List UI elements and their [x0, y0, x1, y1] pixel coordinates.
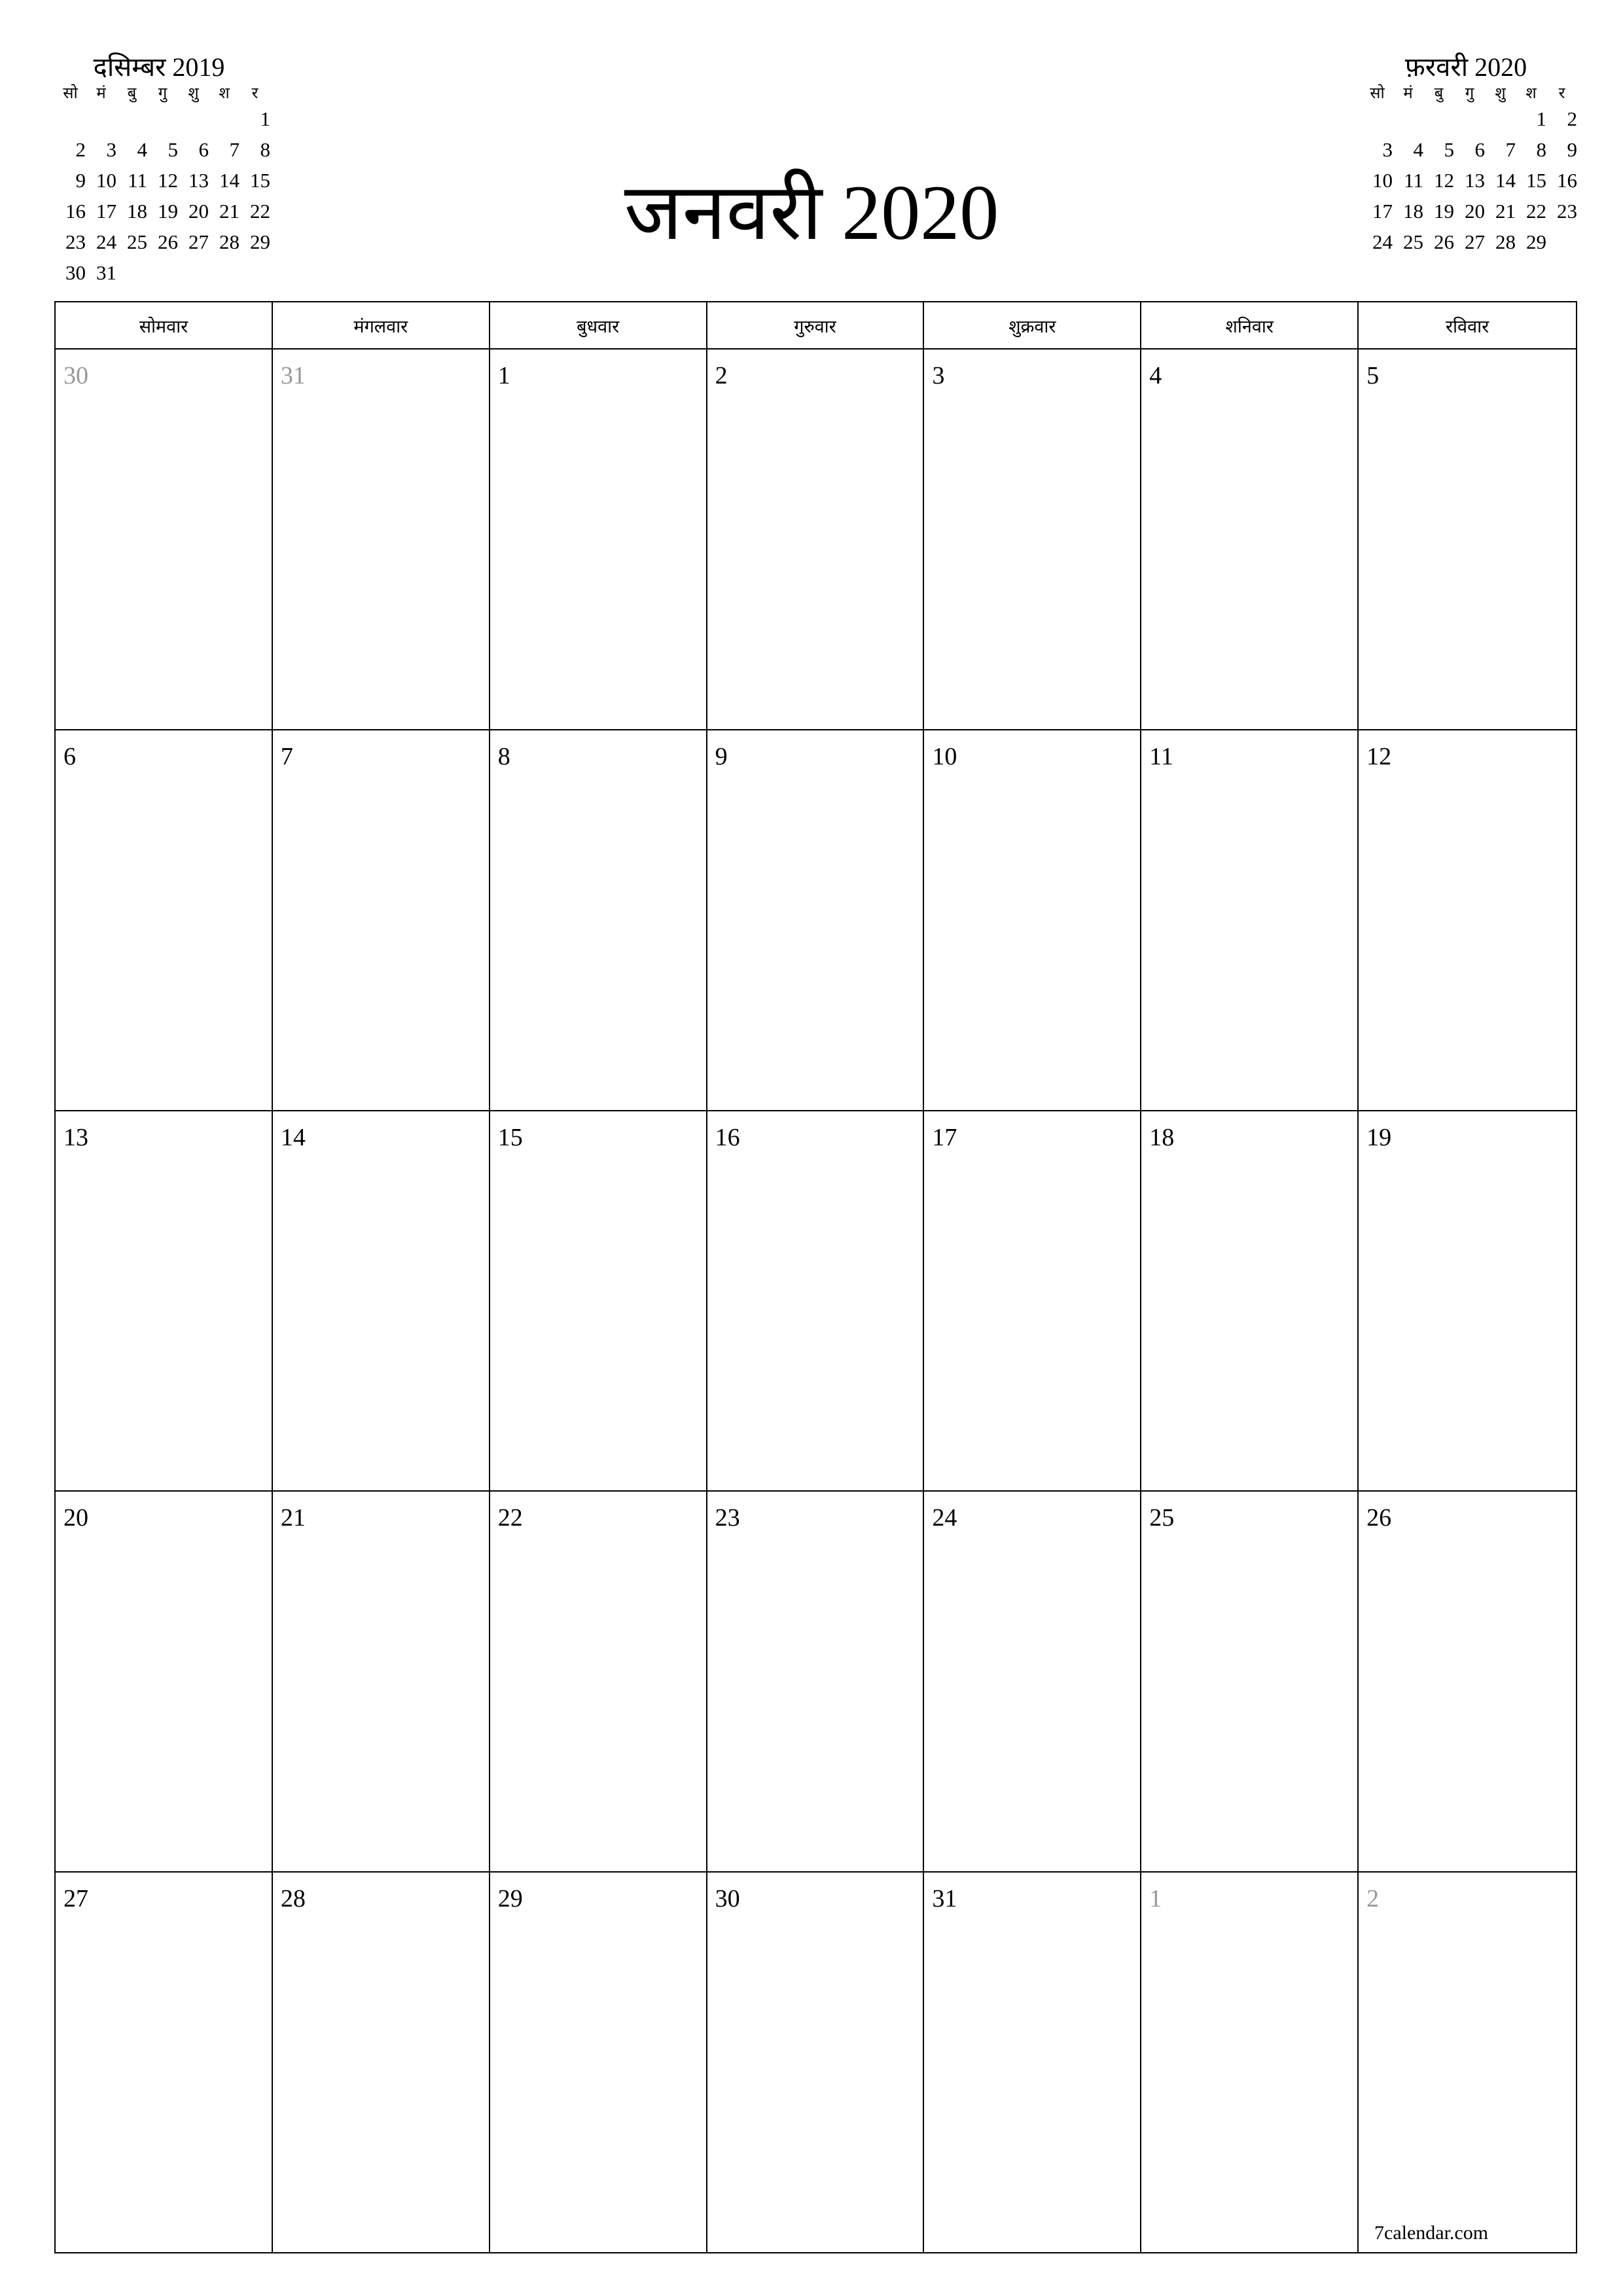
mini-day: 16	[65, 200, 86, 223]
mini-day: 4	[137, 138, 147, 161]
day-number: 2	[1366, 1885, 1380, 1913]
mini-day: 8	[1536, 138, 1546, 161]
mini-day: 17	[96, 200, 116, 223]
weekday-label: सोमवार	[56, 302, 273, 348]
mini-day: 18	[127, 200, 147, 223]
day-cell[interactable]	[924, 1873, 1141, 2253]
mini-weekday-label: मं	[1403, 85, 1413, 102]
day-cell[interactable]	[1359, 1492, 1576, 1873]
mini-day: 20	[188, 200, 209, 223]
weekday-label: बुधवार	[490, 302, 707, 348]
mini-weekday-label: सो	[1370, 85, 1385, 102]
day-number: 14	[280, 1123, 306, 1151]
day-cell[interactable]	[56, 1873, 273, 2253]
mini-day: 2	[75, 138, 86, 161]
weekday-header	[56, 302, 1576, 350]
day-number: 21	[280, 1504, 306, 1532]
mini-day: 27	[1465, 230, 1485, 253]
day-cell[interactable]	[273, 1111, 490, 1492]
mini-day: 15	[1526, 169, 1546, 192]
day-number: 27	[63, 1885, 88, 1913]
mini-day	[1423, 103, 1454, 134]
mini-day: 29	[250, 230, 270, 253]
day-cell[interactable]	[1359, 1111, 1576, 1492]
day-number: 5	[1366, 362, 1380, 389]
mini-day: 19	[158, 200, 178, 223]
mini-day: 2	[1567, 107, 1577, 130]
mini-day: 3	[106, 138, 116, 161]
day-number: 16	[715, 1123, 740, 1151]
mini-day: 22	[1526, 200, 1546, 223]
day-number: 9	[715, 742, 728, 770]
mini-weekday-label: र	[1558, 85, 1565, 102]
day-number: 24	[932, 1504, 957, 1532]
mini-day: 27	[188, 230, 209, 253]
mini-day: 11	[1404, 169, 1423, 192]
day-cell[interactable]	[1359, 350, 1576, 730]
day-cell[interactable]	[273, 1873, 490, 2253]
day-number: 25	[1149, 1504, 1175, 1532]
day-cell[interactable]	[707, 1492, 925, 1873]
mini-day: 25	[127, 230, 147, 253]
day-cell[interactable]	[56, 350, 273, 730]
day-number: 19	[1366, 1123, 1392, 1151]
month-calendar	[54, 301, 1577, 2253]
mini-day: 20	[1465, 200, 1485, 223]
mini-day: 29	[1526, 230, 1546, 253]
day-cell[interactable]	[1141, 730, 1359, 1111]
prev-month-title: दसिम्बर 2019	[93, 52, 225, 82]
day-number: 13	[63, 1123, 88, 1151]
mini-day: 23	[65, 230, 86, 253]
mini-day: 21	[1495, 200, 1516, 223]
day-number: 4	[1149, 362, 1162, 389]
mini-weekday-label: गु	[158, 85, 168, 102]
day-cell[interactable]	[707, 350, 925, 730]
day-number: 30	[715, 1885, 740, 1913]
mini-day: 30	[65, 261, 86, 284]
day-cell[interactable]	[1141, 350, 1359, 730]
mini-day: 28	[1495, 230, 1516, 253]
mini-day: 6	[1474, 138, 1485, 161]
day-number: 18	[1149, 1123, 1175, 1151]
day-number: 3	[932, 362, 945, 389]
mini-weekday-label: र	[251, 85, 259, 102]
day-cell[interactable]	[1359, 1873, 1576, 2253]
mini-day: 7	[229, 138, 240, 161]
mini-day: 15	[250, 169, 270, 192]
day-cell[interactable]	[56, 730, 273, 1111]
day-number: 26	[1366, 1504, 1392, 1532]
day-cell[interactable]	[1359, 730, 1576, 1111]
day-number: 20	[63, 1504, 88, 1532]
day-cell[interactable]	[490, 1111, 707, 1492]
mini-day: 5	[1444, 138, 1454, 161]
mini-day: 7	[1505, 138, 1516, 161]
mini-day: 4	[1413, 138, 1423, 161]
day-cell[interactable]	[1141, 1873, 1359, 2253]
mini-weekday-label: सो	[63, 85, 78, 102]
mini-day	[55, 103, 86, 134]
day-cell[interactable]	[924, 730, 1141, 1111]
mini-weekday-label: बु	[1434, 85, 1444, 102]
mini-day: 16	[1557, 169, 1577, 192]
mini-day: 23	[1557, 200, 1577, 223]
day-number: 31	[932, 1885, 957, 1913]
weekday-label: शनिवार	[1141, 302, 1359, 348]
day-cell[interactable]	[707, 1111, 925, 1492]
mini-day	[116, 103, 147, 134]
website-credit: 7calendar.com	[1374, 2222, 1489, 2244]
mini-day: 22	[250, 200, 270, 223]
day-cell[interactable]	[924, 350, 1141, 730]
day-number: 1	[1149, 1885, 1162, 1913]
mini-day: 31	[96, 261, 116, 284]
mini-day: 3	[1382, 138, 1393, 161]
day-number: 10	[932, 742, 957, 770]
mini-day: 1	[1536, 107, 1546, 130]
mini-day	[1362, 103, 1393, 134]
mini-day: 25	[1403, 230, 1423, 253]
mini-day: 17	[1372, 200, 1393, 223]
day-number: 29	[497, 1885, 523, 1913]
mini-day: 8	[260, 138, 270, 161]
mini-day	[178, 103, 209, 134]
day-number: 15	[497, 1123, 523, 1151]
day-number: 31	[280, 362, 306, 389]
mini-day	[86, 103, 116, 134]
day-number: 23	[715, 1504, 740, 1532]
day-number: 22	[497, 1504, 523, 1532]
day-cell[interactable]	[490, 730, 707, 1111]
mini-weekday-label: शु	[1495, 85, 1506, 102]
mini-day: 1	[260, 107, 270, 130]
weekday-label: शुक्रवार	[924, 302, 1141, 348]
day-cell[interactable]	[924, 1492, 1141, 1873]
day-cell[interactable]	[273, 1492, 490, 1873]
mini-day: 9	[1567, 138, 1577, 161]
mini-day	[1485, 103, 1516, 134]
weekday-label: मंगलवार	[273, 302, 490, 348]
day-cell[interactable]	[490, 1492, 707, 1873]
mini-day: 26	[158, 230, 178, 253]
mini-weekday-label: गु	[1465, 85, 1474, 102]
day-cell[interactable]	[273, 350, 490, 730]
day-number: 30	[63, 362, 88, 389]
page-title: जनवरी 2020	[624, 169, 999, 256]
mini-day: 10	[96, 169, 116, 192]
day-cell[interactable]	[1141, 1111, 1359, 1492]
mini-day	[1393, 103, 1423, 134]
weekday-label: गुरुवार	[707, 302, 925, 348]
mini-day: 19	[1434, 200, 1454, 223]
day-cell[interactable]	[273, 730, 490, 1111]
day-number: 17	[932, 1123, 957, 1151]
day-cell[interactable]	[56, 1492, 273, 1873]
day-cell[interactable]	[707, 1873, 925, 2253]
mini-day	[1454, 103, 1485, 134]
mini-day	[209, 103, 240, 134]
day-number: 6	[63, 742, 76, 770]
mini-day: 13	[188, 169, 209, 192]
mini-day	[147, 103, 178, 134]
day-grid	[56, 350, 1576, 2253]
mini-day: 13	[1465, 169, 1485, 192]
mini-day: 26	[1434, 230, 1454, 253]
mini-day: 5	[168, 138, 178, 161]
day-number: 28	[280, 1885, 306, 1913]
mini-weekday-label: बु	[127, 85, 137, 102]
day-number: 8	[497, 742, 510, 770]
mini-day: 9	[75, 169, 86, 192]
day-number: 11	[1149, 742, 1173, 770]
mini-day: 6	[198, 138, 209, 161]
day-number: 1	[497, 362, 510, 389]
mini-day: 12	[158, 169, 178, 192]
day-number: 2	[715, 362, 728, 389]
mini-day: 28	[219, 230, 240, 253]
day-cell[interactable]	[707, 730, 925, 1111]
mini-day: 24	[1372, 230, 1393, 253]
day-cell[interactable]	[56, 1111, 273, 1492]
day-cell[interactable]	[924, 1111, 1141, 1492]
mini-weekday-label: श	[1525, 85, 1537, 102]
day-cell[interactable]	[1141, 1492, 1359, 1873]
mini-weekday-label: श	[219, 85, 230, 102]
day-cell[interactable]	[490, 350, 707, 730]
day-number: 12	[1366, 742, 1392, 770]
mini-day: 14	[219, 169, 240, 192]
day-cell[interactable]	[490, 1873, 707, 2253]
mini-day: 18	[1403, 200, 1423, 223]
mini-day: 24	[96, 230, 116, 253]
mini-weekday-label: शु	[188, 85, 199, 102]
day-number: 7	[280, 742, 293, 770]
mini-weekday-label: मं	[96, 85, 106, 102]
mini-day: 11	[128, 169, 147, 192]
mini-day: 21	[219, 200, 240, 223]
weekday-label: रविवार	[1446, 316, 1489, 336]
mini-day: 14	[1495, 169, 1516, 192]
next-month-title: फ़रवरी 2020	[1404, 52, 1527, 82]
mini-day: 12	[1434, 169, 1454, 192]
mini-day: 10	[1372, 169, 1393, 192]
